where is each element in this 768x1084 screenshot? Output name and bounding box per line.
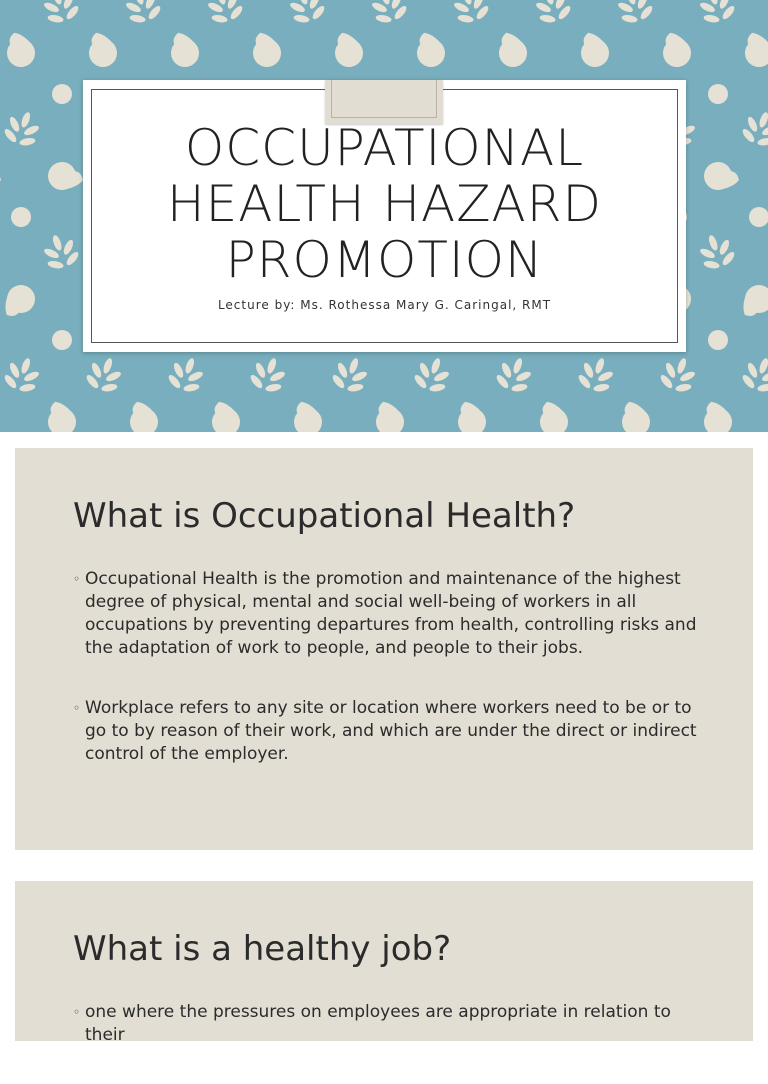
title-slide: [0, 0, 768, 432]
bullet-item: [73, 1001, 698, 1047]
bullet-list: [73, 568, 698, 803]
bullet-item: [73, 697, 698, 766]
bullet-icon: ◦: [73, 572, 81, 586]
slide-heading: What is a healthy job?: [73, 929, 452, 969]
presentation-title: [83, 120, 686, 288]
bullet-list: [73, 1001, 698, 1084]
title-line-3: PROMOTION: [225, 231, 544, 289]
bullet-text: one where the pressures on employees are appropriate in relation to their: [85, 1002, 671, 1045]
bullet-icon: ◦: [73, 1005, 81, 1019]
bullet-item: [73, 568, 698, 660]
slide-heading: What is Occupational Health?: [73, 496, 576, 536]
slide-occupational-health: [15, 448, 753, 850]
title-line-1: OCCUPATIONAL: [184, 119, 585, 177]
lecturer-subtitle: Lecture by: Ms. Rothessa Mary G. Caringal, RMT: [217, 298, 552, 312]
bullet-icon: ◦: [73, 701, 81, 715]
bullet-text: Occupational Health is the promotion and maintenance of the highest degree of physical, mental and social well-being of workers in all occupations by preventing departures from health, controlling risks and the adaptation of work to people, and people to their jobs.: [85, 569, 697, 658]
slide-healthy-job: [15, 881, 753, 1045]
title-line-2: HEALTH HAZARD: [167, 175, 602, 233]
title-tab-decoration: [325, 80, 443, 124]
bullet-text: Workplace refers to any site or location where workers need to be or to go to by reason of their work, and which are under the direct or indirect control of the employer.: [85, 698, 697, 764]
